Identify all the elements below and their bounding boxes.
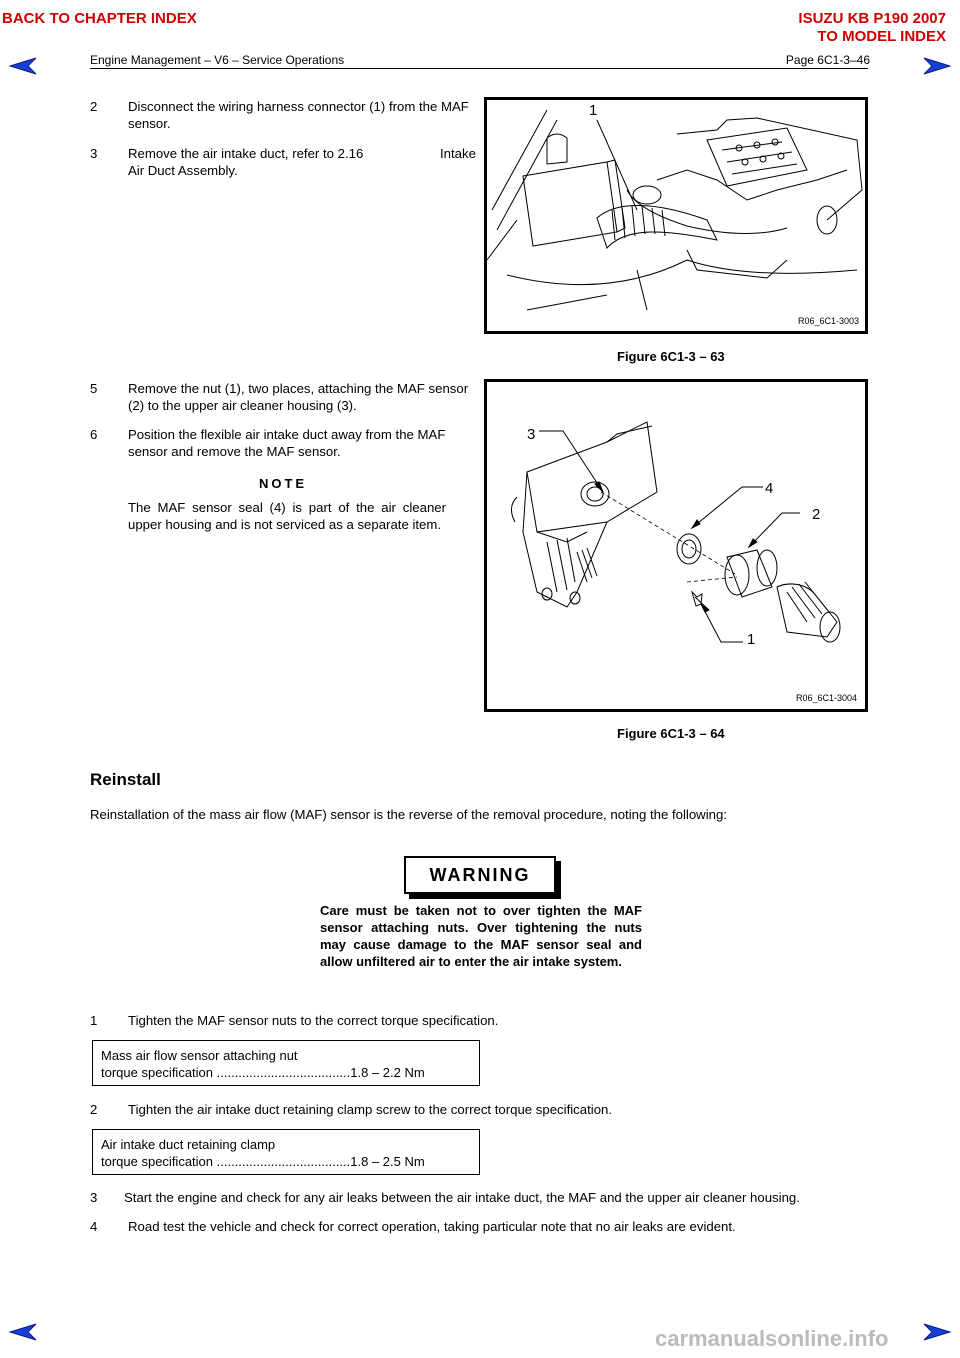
spec-box-clamp (92, 1129, 480, 1175)
model-title-link[interactable]: ISUZU KB P190 2007 (798, 10, 946, 27)
spec-label: torque specification (101, 1065, 214, 1080)
step-text: Tighten the air intake duct retaining clamp screw to the correct torque specification. (128, 1102, 613, 1117)
reinstall-heading: Reinstall (90, 770, 161, 789)
reinstall-intro: Reinstallation of the mass air flow (MAF) sensor is the reverse of the removal procedure, noting the following: (90, 807, 727, 822)
figure-code: R06_6C1-3004 (795, 693, 857, 703)
spec-box-maf-nut (92, 1040, 480, 1086)
callout-1: 1 (747, 631, 756, 648)
previous-page-arrow-icon[interactable] (8, 56, 38, 76)
step-number: 4 (90, 1219, 98, 1234)
maf-sensor-illustration (487, 382, 865, 709)
step-text: Disconnect the wiring harness connector (1) from the MAF sensor. (128, 99, 469, 131)
spec-line2 (101, 1153, 471, 1170)
previous-page-arrow-icon[interactable] (8, 1322, 38, 1342)
figure-64-maf-sensor (484, 379, 868, 712)
callout-2: 2 (812, 506, 821, 523)
spec-dots: ..................................... (213, 1154, 351, 1169)
spec-line2 (101, 1064, 471, 1081)
spec-value: 1.8 – 2.2 Nm (350, 1065, 425, 1080)
header-rule (90, 68, 868, 69)
step-text: Position the flexible air intake duct away from the MAF sensor and remove the MAF sensor. (128, 427, 446, 459)
step-text: Tighten the MAF sensor nuts to the correct torque specification. (128, 1013, 499, 1028)
step-number: 3 (90, 1190, 98, 1205)
spec-dots: ..................................... (213, 1065, 351, 1080)
document-title: Engine Management – V6 – Service Operations (90, 53, 345, 67)
callout-4: 4 (765, 480, 774, 497)
engine-bay-illustration (487, 100, 865, 331)
spec-value: 1.8 – 2.5 Nm (350, 1154, 425, 1169)
step-text-link[interactable]: Intake (440, 146, 476, 161)
step-text: Remove the air intake duct, refer to 2.16 (128, 146, 364, 161)
step-number: 2 (90, 99, 98, 114)
note-title: NOTE (258, 476, 308, 491)
next-page-arrow-icon[interactable] (922, 1322, 952, 1342)
figure-64-caption: Figure 6C1-3 – 64 (617, 726, 725, 741)
step-text-continued: Air Duct Assembly. (128, 163, 238, 178)
spec-label: torque specification (101, 1154, 214, 1169)
step-number: 6 (90, 427, 98, 442)
step-text: Start the engine and check for any air leaks between the air intake duct, the MAF and the upper air cleaner housing. (124, 1190, 800, 1205)
step-number: 3 (90, 146, 98, 161)
warning-text: Care must be taken not to over tighten the MAF sensor attaching nuts. Over tightening the nuts may cause damage to the MAF sensor seal and allow unfiltered air to enter the air intake system. (320, 903, 642, 969)
callout-1: 1 (589, 102, 598, 119)
spec-line1: Mass air flow sensor attaching nut (101, 1048, 298, 1063)
step-number: 5 (90, 381, 98, 396)
callout-3: 3 (527, 426, 536, 443)
note-text: The MAF sensor seal (4) is part of the air cleaner upper housing and is not serviced as a separate item. (128, 500, 446, 532)
figure-63-caption: Figure 6C1-3 – 63 (617, 349, 725, 364)
warning-badge: WARNING (404, 856, 556, 894)
step-number: 2 (90, 1102, 98, 1117)
step-number: 1 (90, 1013, 98, 1028)
next-page-arrow-icon[interactable] (922, 56, 952, 76)
page-reference: Page 6C1-3–46 (785, 53, 870, 67)
step-text: Road test the vehicle and check for correct operation, taking particular note that no air leaks are evident. (128, 1219, 736, 1234)
watermark: carmanualsonline.info (655, 1326, 889, 1351)
figure-63-engine-bay (484, 97, 868, 334)
to-model-index-link[interactable]: TO MODEL INDEX (817, 28, 946, 45)
step-text: Remove the nut (1), two places, attaching the MAF sensor (2) to the upper air cleaner housing (3). (128, 381, 469, 413)
spec-line1: Air intake duct retaining clamp (101, 1137, 276, 1152)
figure-code: R06_6C1-3003 (797, 316, 859, 326)
back-to-chapter-index-link[interactable]: BACK TO CHAPTER INDEX (2, 10, 197, 27)
